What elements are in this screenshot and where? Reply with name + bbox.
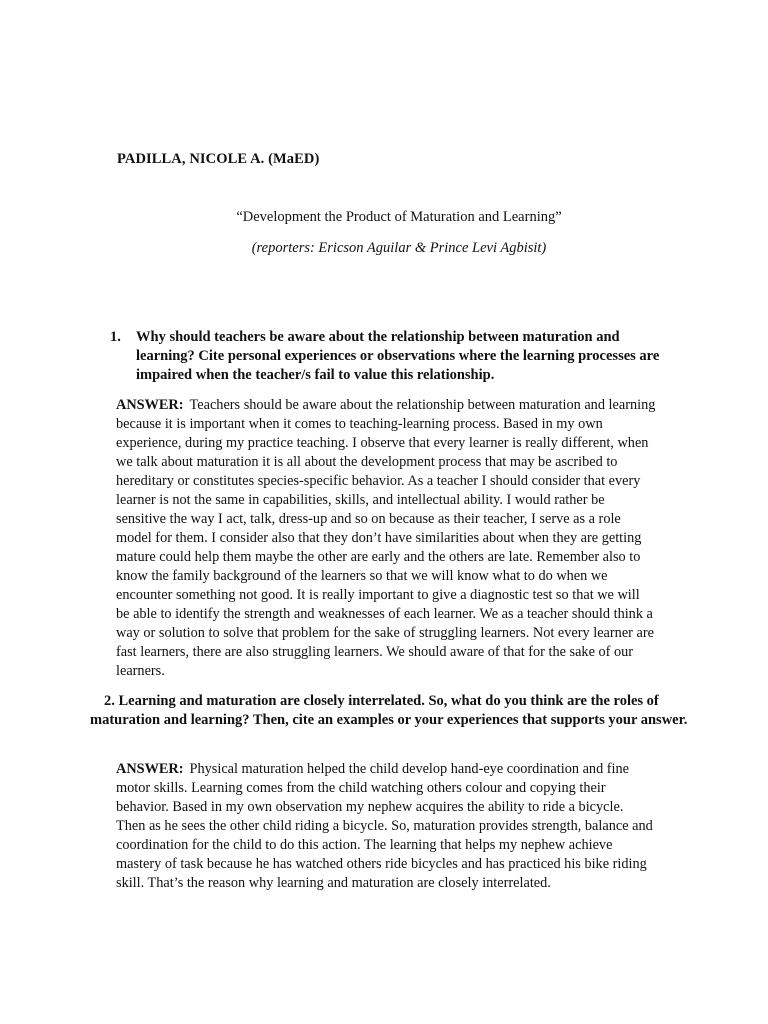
question-1: [110, 328, 670, 385]
document-title: “Development the Product of Maturation and Learning”: [236, 209, 562, 225]
answer-1-label: ANSWER:: [116, 397, 184, 413]
question-2-number: 2.: [104, 693, 115, 709]
answer-2-text: Physical maturation helped the child develop hand-eye coordination and fine motor skills. Learning comes from the child watching others colour and copying their behavior. Based in my own observation my nephew acquires the ability to ride a bicycle. Then as he sees the other child riding a bicycle. So, maturation provides strength, balance and coordination for the child to do this action. The learning that helps my nephew achieve mastery of task because he has watched others ride bicycles and has practiced his bike riding skill. That’s the reason why learning and maturation are closely interrelated.: [116, 761, 653, 891]
question-1-text: Why should teachers be aware about the relationship between maturation and learning? Cite personal experiences or observations where the learning processes are impaired when the teacher/s fail to value this relationship.: [136, 329, 660, 383]
answer-1-text: Teachers should be aware about the relationship between maturation and learning because it is important when it comes to teaching-learning process. Based in my own experience, during my practice teaching. I observe that every learner is really different, when we talk about maturation it is all about the development process that may be ascribed to hereditary or constitutes species-specific behavior. As a teacher I should consider that every learner is not the same in capabilities, skills, and intellectual ability. I would rather be sensitive the way I act, talk, dress-up and so on because as their teacher, I serve as a role model for them. I consider also that they don’t have similarities about when they are getting mature could help them maybe the other are early and the others are late. Remember also to know the family background of the learners so that we will know what to do when we encounter something not good. It is really important to give a diagnostic test so that we will be able to identify the strength and weaknesses of each learner. We as a teacher should think a way or solution to solve that problem for the sake of struggling learners. Not every learner are fast learners, there are also struggling learners. We should aware of that for the sake of our learners.: [116, 397, 656, 679]
author-name: PADILLA, NICOLE A. (MaED): [117, 151, 320, 167]
question-1-number: 1.: [110, 329, 121, 345]
answer-2-label: ANSWER:: [116, 761, 184, 777]
question-2: [90, 692, 690, 730]
answer-1: [116, 396, 656, 681]
reporters-line: (reporters: Ericson Aguilar & Prince Levi Agbisit): [251, 240, 547, 256]
question-2-text: Learning and maturation are closely interrelated. So, what do you think are the roles of maturation and learning? Then, cite an examples or your experiences that supports your answer.: [90, 693, 688, 728]
answer-2: [116, 760, 656, 893]
